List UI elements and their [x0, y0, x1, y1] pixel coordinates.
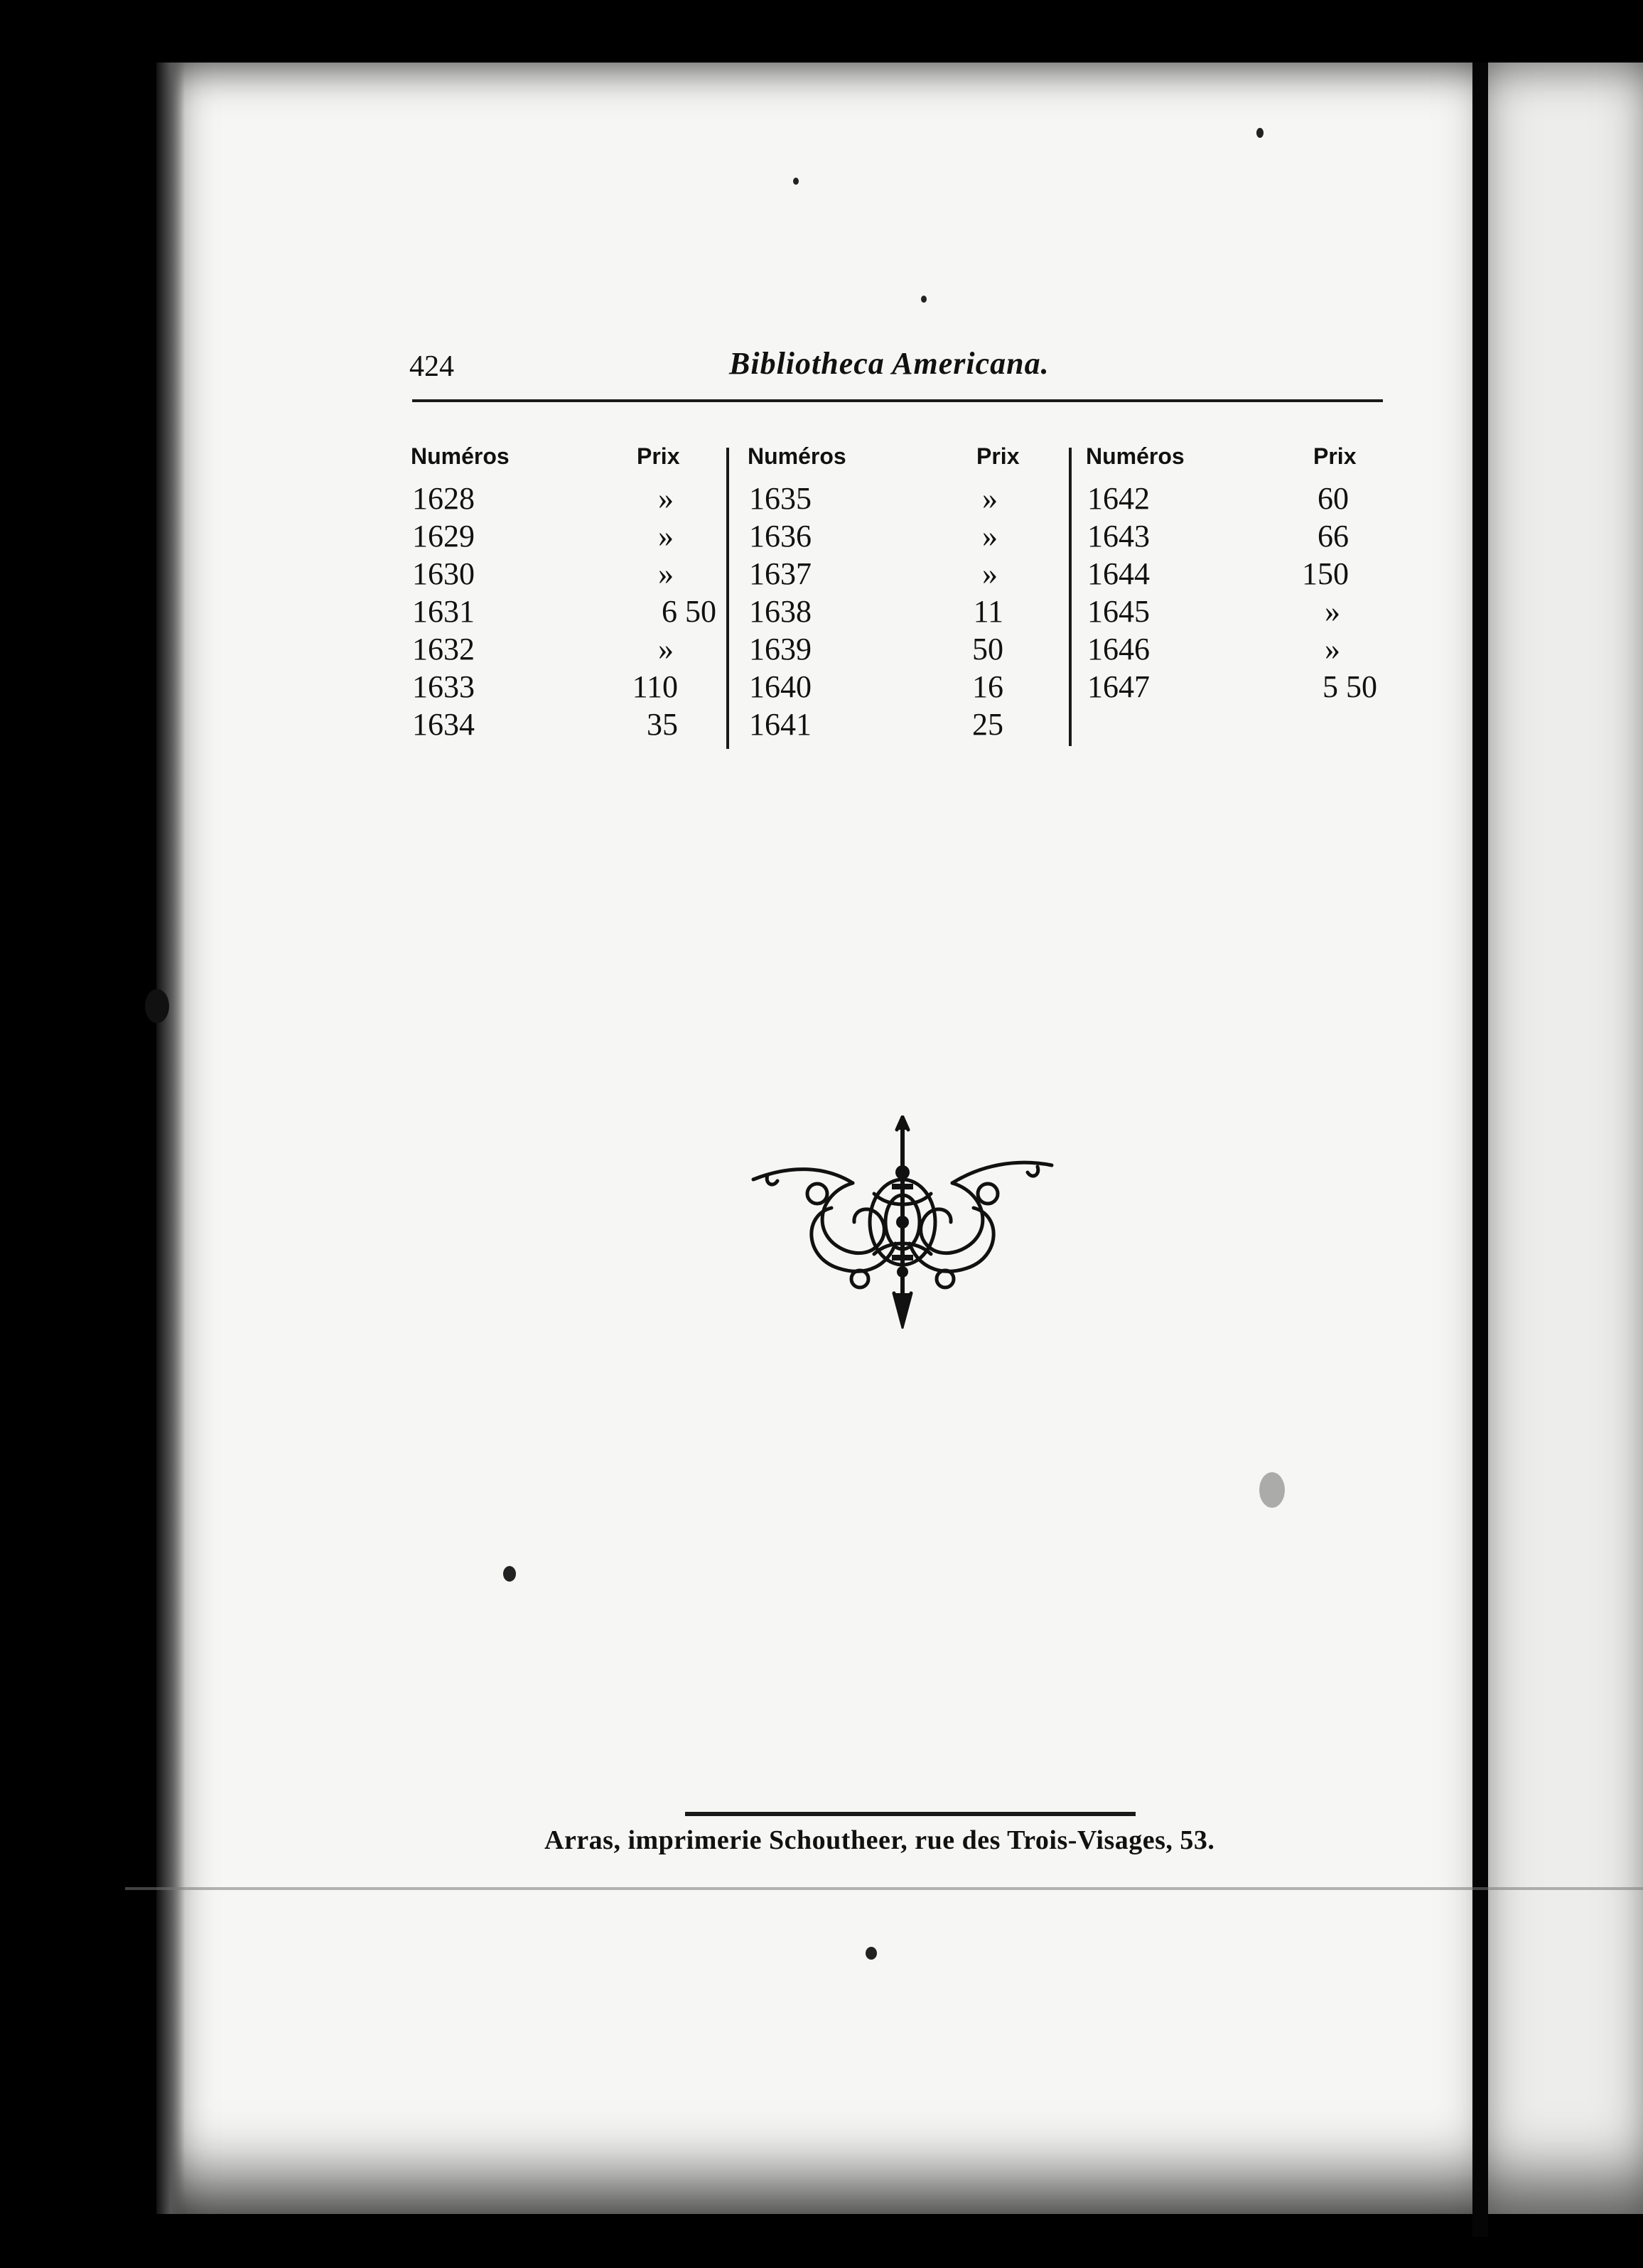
table-row	[748, 669, 1032, 706]
page-shadow-edge	[156, 63, 185, 2214]
scan-speck	[503, 1566, 516, 1582]
lot-number: 1636	[749, 519, 812, 554]
lot-price: »	[658, 481, 674, 516]
table-row	[748, 631, 1032, 669]
table-row	[411, 593, 716, 631]
price-column-2	[748, 443, 1032, 744]
column-divider	[726, 448, 729, 749]
lot-number: 1643	[1087, 519, 1150, 554]
lot-price: »	[982, 556, 998, 591]
scan-artifact-line	[125, 1887, 1643, 1890]
table-row	[1086, 669, 1391, 706]
scan-speck	[145, 989, 169, 1023]
lot-price: 150	[1302, 556, 1349, 591]
facing-page-edge	[1488, 63, 1643, 2214]
lot-number: 1639	[749, 632, 812, 666]
prix-header: Prix	[637, 443, 680, 469]
lot-number: 1628	[412, 481, 475, 516]
prix-header: Prix	[976, 443, 1020, 469]
printer-imprint: Arras, imprimerie Schoutheer, rue des Trois-Visages, 53.	[544, 1825, 1215, 1855]
numeros-header: Numéros	[748, 443, 846, 469]
scan-speck	[1259, 1472, 1285, 1508]
table-row	[411, 706, 716, 744]
table-row	[411, 480, 716, 518]
lot-price: »	[1325, 632, 1340, 666]
footer-rule	[685, 1812, 1136, 1816]
lot-price: 16	[972, 669, 1003, 704]
column-divider	[1069, 448, 1072, 746]
lot-price: 50	[972, 632, 1003, 666]
column-header	[748, 443, 1032, 480]
lot-price: »	[658, 556, 674, 591]
numeros-header: Numéros	[411, 443, 510, 469]
lot-price: 110	[632, 669, 678, 704]
scan-speck	[921, 296, 927, 303]
lot-price: »	[1325, 594, 1340, 629]
fleuron-icon	[746, 1116, 1059, 1329]
lot-number: 1641	[749, 707, 812, 742]
table-row	[411, 631, 716, 669]
price-column-3	[1086, 443, 1391, 706]
lot-price: 5 50	[1323, 669, 1377, 704]
column-header	[1086, 443, 1391, 480]
table-row	[411, 556, 716, 593]
table-row	[748, 518, 1032, 556]
lot-price: 66	[1318, 519, 1349, 554]
lot-number: 1633	[412, 669, 475, 704]
lot-number: 1642	[1087, 481, 1150, 516]
scan-speck	[1256, 128, 1264, 138]
lot-price: 35	[647, 707, 678, 742]
table-row	[748, 480, 1032, 518]
column-header	[411, 443, 716, 480]
lot-number: 1630	[412, 556, 475, 591]
lot-number: 1646	[1087, 632, 1150, 666]
table-row	[748, 556, 1032, 593]
lot-number: 1637	[749, 556, 812, 591]
lot-number: 1645	[1087, 594, 1150, 629]
table-row	[1086, 631, 1391, 669]
lot-number: 1629	[412, 519, 475, 554]
table-row	[1086, 593, 1391, 631]
table-row	[411, 518, 716, 556]
lot-price: 25	[972, 707, 1003, 742]
page-number: 424	[409, 350, 454, 383]
table-row	[1086, 518, 1391, 556]
lot-price: »	[982, 519, 998, 554]
lot-number: 1631	[412, 594, 475, 629]
scan-speck	[793, 178, 799, 185]
lot-number: 1635	[749, 481, 812, 516]
lot-number: 1638	[749, 594, 812, 629]
header-rule	[412, 399, 1383, 402]
lot-price: 60	[1318, 481, 1349, 516]
numeros-header: Numéros	[1086, 443, 1185, 469]
book-gutter	[1472, 63, 1488, 2237]
scan-speck	[866, 1947, 877, 1960]
lot-price: 6 50	[662, 594, 716, 629]
lot-price: 11	[973, 594, 1003, 629]
lot-number: 1632	[412, 632, 475, 666]
running-title: Bibliotheca Americana.	[729, 346, 1050, 381]
lot-number: 1644	[1087, 556, 1150, 591]
lot-number: 1634	[412, 707, 475, 742]
lot-number: 1640	[749, 669, 812, 704]
table-row	[1086, 556, 1391, 593]
table-row	[411, 669, 716, 706]
lot-price: »	[658, 632, 674, 666]
table-row	[748, 706, 1032, 744]
table-row	[748, 593, 1032, 631]
lot-price: »	[982, 481, 998, 516]
price-column-1	[411, 443, 716, 744]
lot-number: 1647	[1087, 669, 1150, 704]
prix-header: Prix	[1313, 443, 1357, 469]
lot-price: »	[658, 519, 674, 554]
table-row	[1086, 480, 1391, 518]
